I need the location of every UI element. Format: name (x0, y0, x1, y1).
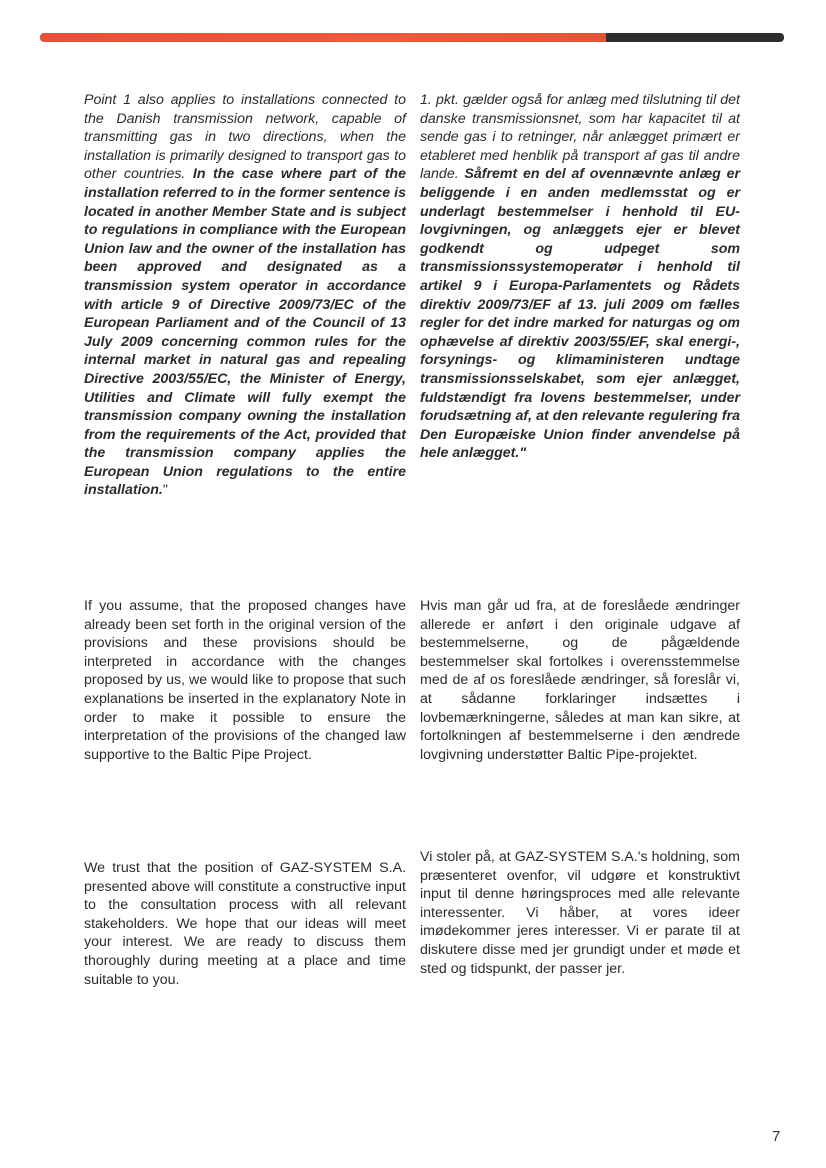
page-number: 7 (772, 1128, 781, 1145)
header-dark-bar (606, 33, 784, 42)
english-closing-quote: " (162, 482, 168, 499)
english-bold-text: In the case where part of the installation referred to in the former sentence is located in another Member State and is subject to regulations in compliance with the European Union law and the owner of the installation has been approved and designated as a transmission system operator in accordance with article 9 of Directive 2009/73/EC of the European Parliament and of the Council of 13 July 2009 concerning common rules for the internal market in natural gas and repealing Directive 2003/55/EC, the Minister of Energy, Utilities and Climate will fully exempt the transmission company owning the installation from the requirements of the Act, provided that the transmission company applies the European Union regulations to the entire installation. (84, 166, 406, 499)
english-proposal-paragraph: If you assume, that the proposed changes have already been set forth in the original version of the provisions and these provisions should be interpreted in accordance with the changes proposed by us, we would like to propose that such explanations be inserted in the explanatory Note in order to make it possible to ensure the interpretation of the provisions of the changed law supportive to the Baltic Pipe Project. (84, 598, 406, 763)
header-accent-bar (40, 33, 608, 42)
english-intro-text: Point 1 also applies to installations connected to the Danish transmission network, capable of transmitting gas in two directions, when the installation is primarily designed to transport gas to other countries. (84, 92, 406, 183)
danish-proposal-paragraph: Hvis man går ud fra, at de foreslåede ændringer allerede er anført i den originale udgave af bestemmelserne, og de pågældende bestemmelser skal fortolkes i overensstemmelse med de af os foreslåede ændringer, så foreslår vi, at sådanne forklaringer indsættes i lovbemærkningerne, således at man kan sikre, at fortolkningen af bestemmelserne i den ændrede lovgivning understøtter Baltic Pipe-projektet. (420, 598, 740, 763)
english-closing-paragraph: We trust that the position of GAZ-SYSTEM S.A. presented above will constitute a constructive input to the consultation process with all relevant stakeholders. We hope that our ideas will meet your interest. We are ready to discuss them thoroughly during meeting at a place and time suitable to you. (84, 860, 406, 988)
danish-intro-text: 1. pkt. gælder også for anlæg med tilslutning til det danske transmissionsnet, som har kapacitet til at sende gas i to retninger, når anlægget primært er etableret med henblik på transport af gas til andre lande. (420, 92, 740, 183)
danish-closing-paragraph: Vi stoler på, at GAZ-SYSTEM S.A.'s holdning, som præsenteret ovenfor, vil udgøre et konstruktivt input til denne høringsproces med alle relevante interessenter. Vi håber, at vores ideer imødekommer jeres interesser. Vi er parate til at diskutere disse med jer grundigt under et møde et sted og tidspunkt, der passer jer. (420, 849, 740, 977)
danish-legal-paragraph (420, 91, 740, 463)
danish-bold-text: Såfremt en del af ovennævnte anlæg er beliggende i en anden medlemsstat og er underlagt bestemmelser i henhold til EU-lovgivningen, og anlæggets ejer er blevet godkendt og udpeget som transmissionssystemoperatør i henhold til artikel 9 i Europa-Parlamentets og Rådets direktiv 2009/73/EF af 13. juli 2009 om fælles regler for det indre marked for naturgas og om ophævelse af direktiv 2003/55/EF, skal energi-, forsynings- og klimaministeren undtage transmissionsselskabet, som ejer anlægget, fuldstændigt fra lovens bestemmelser, under forudsætning af, at den relevante regulering fra Den Europæiske Union finder anvendelse på hele anlægget." (420, 166, 740, 462)
english-legal-paragraph (84, 91, 406, 500)
